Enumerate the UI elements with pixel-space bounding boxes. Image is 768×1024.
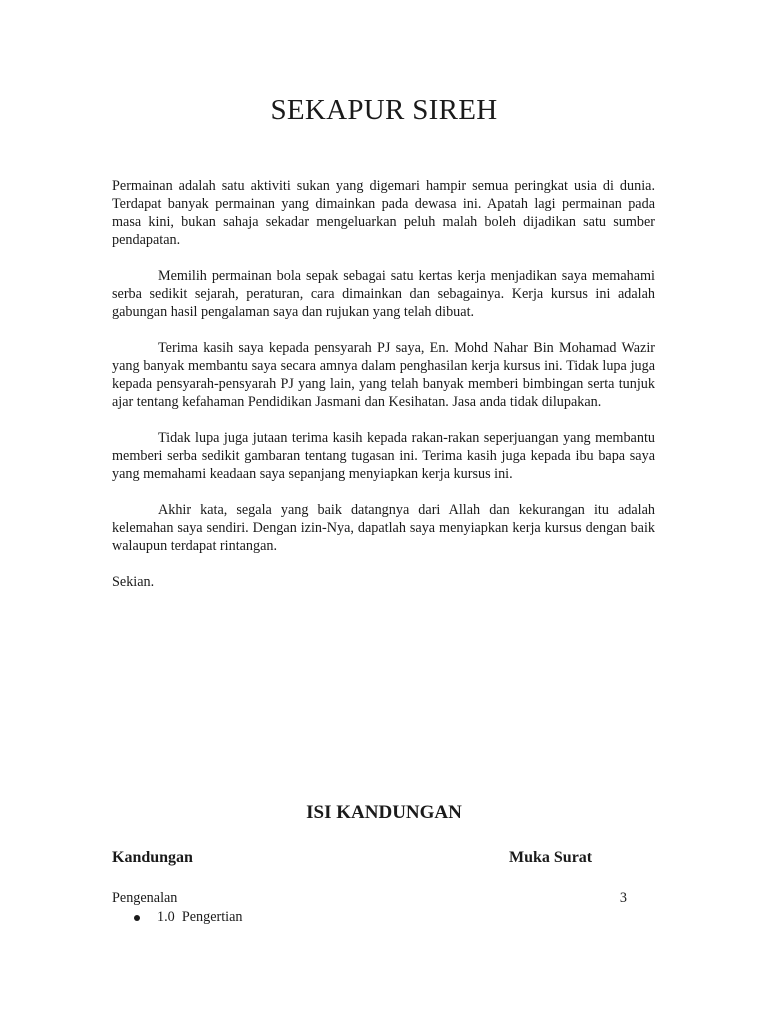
toc-title: ISI KANDUNGAN	[306, 802, 462, 823]
paragraph-1: Permainan adalah satu aktiviti sukan yang digemari hampir semua peringkat usia di dunia. Terdapat banyak permainan yang dimainkan pada dewasa ini. Apatah lagi permainan pada masa kini, bukan sahaja sekadar mengeluarkan peluh malah boleh dijadikan satu sumber pendapatan.	[112, 178, 655, 248]
paragraph-2: Memilih permainan bola sepak sebagai satu kertas kerja menjadikan saya memahami serba sedikit sejarah, peraturan, cara dimainkan dan sebagainya. Kerja kursus ini adalah gabungan hasil pengalaman saya dan rujukan yang telah dibuat.	[112, 268, 655, 320]
bullet-icon	[134, 915, 140, 921]
closing-line: Sekian.	[112, 574, 155, 590]
page-title: SEKAPUR SIREH	[270, 94, 498, 126]
toc-sub-item	[134, 909, 243, 926]
paragraph-3: Terima kasih saya kepada pensyarah PJ saya, En. Mohd Nahar Bin Mohamad Wazir yang banyak membantu saya secara amnya dalam penghasilan kerja kursus ini. Tidak lupa juga kepada pensyarah-pensyarah PJ yang lain, yang telah banyak memberi bimbingan serta tunjuk ajar tentang kefahaman Pendidikan Jasmani dan Kesihatan. Jasa anda tidak dilupakan.	[112, 340, 655, 410]
toc-column-page: Muka Surat	[509, 849, 593, 866]
toc-entry-page: 3	[619, 890, 627, 906]
paragraph-4: Tidak lupa juga jutaan terima kasih kepada rakan-rakan seperjuangan yang membantu memberi serba sedikit gambaran tentang tugasan ini. Terima kasih juga kepada ibu bapa saya yang memahami keadaan saya sepanjang menyiapkan kerja kursus ini.	[112, 430, 655, 482]
body-text	[112, 177, 655, 609]
toc-entry-label: Pengenalan	[112, 890, 178, 906]
toc-entry	[112, 890, 627, 907]
toc-column-contents: Kandungan	[112, 849, 193, 866]
paragraph-5: Akhir kata, segala yang baik datangnya dari Allah dan kekurangan itu adalah kelemahan saya sendiri. Dengan izin-Nya, dapatlah saya menyiapkan kerja kursus dengan baik walaupun terdapat rintangan.	[112, 502, 655, 554]
toc-sub-item-label: 1.0 Pengertian	[157, 909, 243, 925]
